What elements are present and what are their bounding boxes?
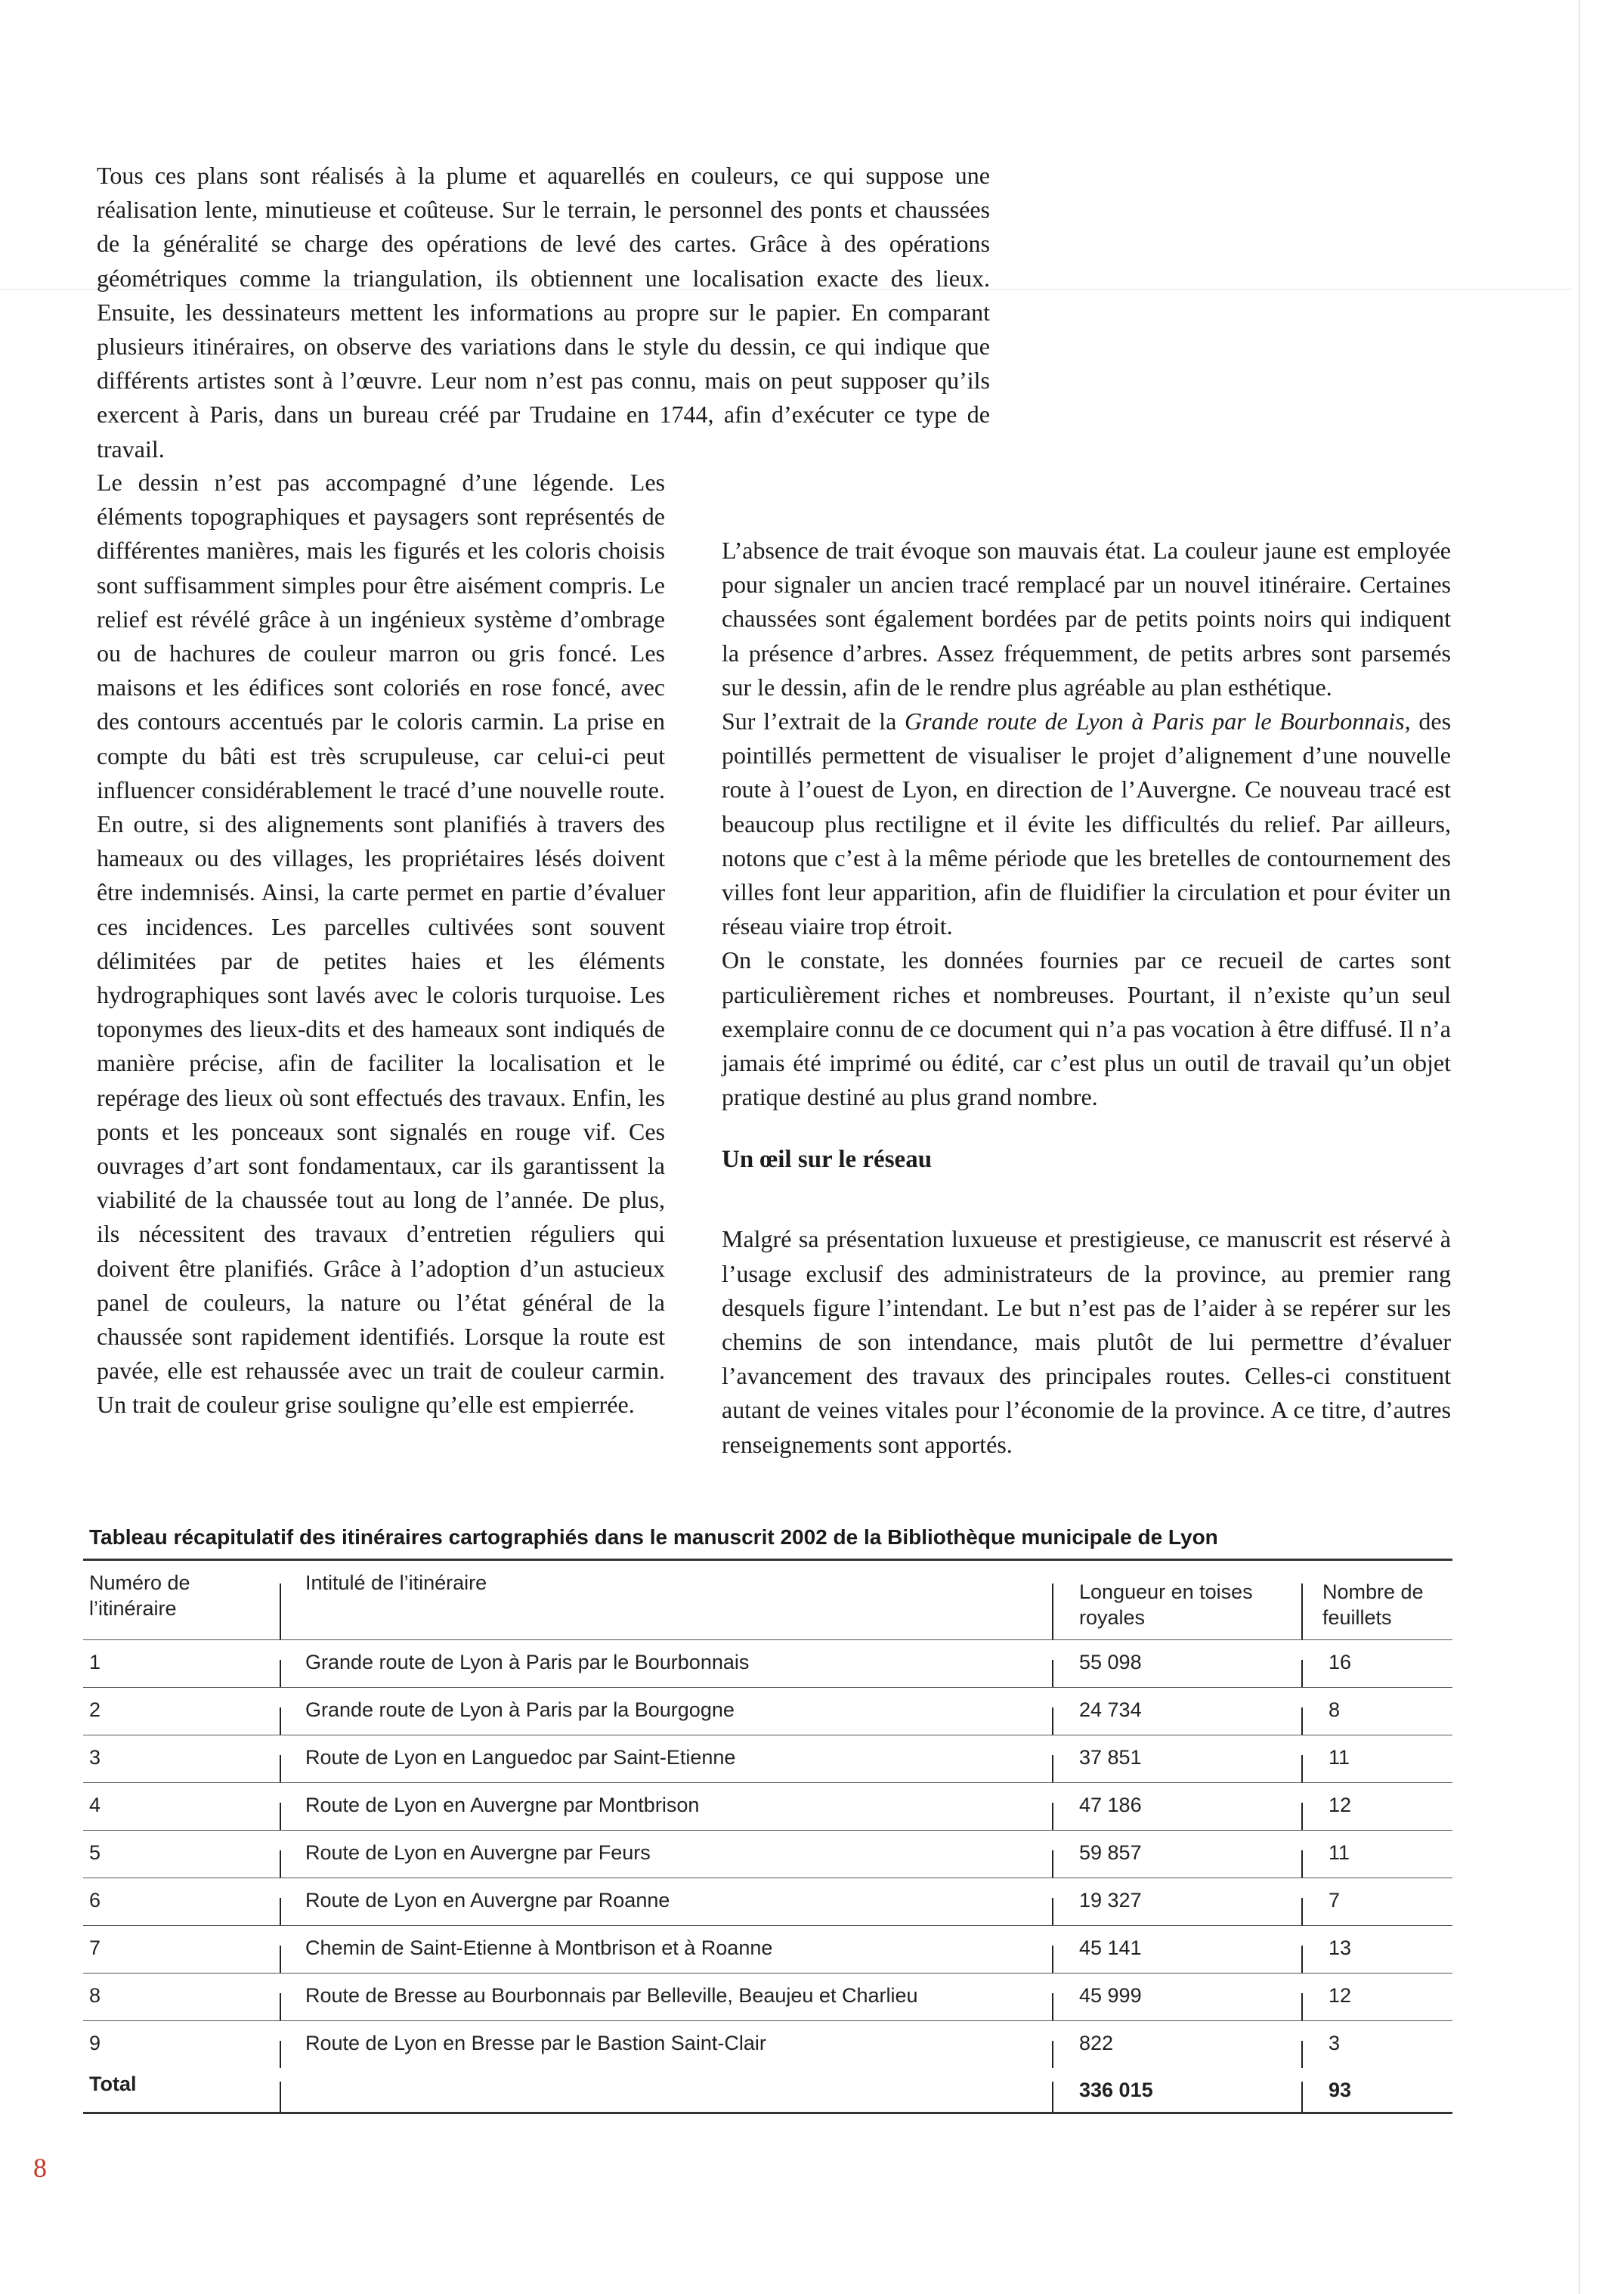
row-title-cell [280,1984,1052,2020]
row-leaves-cell [1301,1841,1452,1878]
row-num: 2 [89,1698,101,1721]
row-length: 45 999 [1079,1984,1142,2007]
row-title-cell [280,1936,1052,1973]
row-leaves: 11 [1329,1746,1350,1769]
row-leaves-cell [1301,1794,1452,1830]
row-title: Grande route de Lyon à Paris par le Bourbonnais [305,1651,750,1673]
table-row [83,1688,1452,1735]
row-length-cell [1052,1746,1301,1782]
row-length-cell [1052,1841,1301,1878]
row-title: Route de Lyon en Bresse par le Bastion Saint-Clair [305,2032,766,2054]
row-leaves: 3 [1329,2032,1341,2054]
row-leaves: 16 [1329,1651,1352,1673]
right-paragraph-4: Malgré sa présentation luxueuse et prestigieuse, ce manuscrit est réservé à l’usage exclusif des administrateurs de la province, au premier rang desquels figure l’intendant. Le but n’est pas de l’aider à se repérer sur les chemins de son intendance, mais plutôt de lui permettre d’évaluer l’avancement des travaux des principales routes. Celles-ci constituent autant de veines vitales pour l’économie de la province. A ce titre, d’autres renseignements sont apportés. [722,1225,1451,1458]
table-row [83,1640,1452,1688]
row-length: 45 141 [1079,1936,1142,1959]
row-title: Grande route de Lyon à Paris par la Bourgogne [305,1698,735,1721]
row-num: 6 [89,1889,101,1912]
intro-text [97,159,990,466]
left-column [97,466,665,1423]
header-leaves-label: Nombre de feuillets [1322,1580,1424,1629]
row-num: 3 [89,1746,101,1769]
row-length-cell [1052,1936,1301,1973]
section-heading: Un œil sur le réseau [722,1146,933,1174]
header-num: Numéro de l’itinéraire [89,1571,190,1620]
total-length-value: 336 015 [1079,2079,1153,2101]
row-title: Route de Lyon en Languedoc par Saint-Etienne [305,1746,736,1769]
right-paragraph-3: On le constate, les données fournies par ce recueil de cartes sont particulièrement riches et nombreuses. Pourtant, il n’existe qu’un seul exemplaire connu de ce document qui n’a pas vocation à être diffusé. Il n’a jamais été imprimé ou édité, car c’est plus un outil de travail qu’un objet pratique destiné au plus grand nombre. [722,946,1451,1111]
row-leaves: 11 [1329,1841,1350,1864]
table-caption: Tableau récapitulatif des itinéraires cartographiés dans le manuscrit 2002 de la Bibliothèque municipale de Lyon [89,1525,1218,1549]
total-label: Total [89,2073,137,2095]
right-paragraph-2-rest: des pointillés permettent de visualiser le projet d’alignement d’une nouvelle route à l’ouest de Lyon, en direction de l’Auvergne. Ce nouveau tracé est beaucoup plus rectiligne et il évite les difficultés du relief. Par ailleurs, notons que c’est à la même période que les bretelles de contournement des villes font leur apparition, afin de fluidifier la circulation et pour éviter un réseau viaire trop étroit. [722,707,1452,940]
row-leaves-cell [1301,1698,1452,1735]
header-title [280,1571,1052,1639]
row-title: Route de Bresse au Bourbonnais par Belleville, Beaujeu et Charlieu [305,1984,918,2007]
row-leaves-cell [1301,1984,1452,2020]
row-title-cell [280,1841,1052,1878]
row-title-cell [280,1794,1052,1830]
table-row [83,2021,1452,2068]
row-title-cell [280,1746,1052,1782]
row-length-cell [1052,1794,1301,1830]
row-num: 4 [89,1794,101,1816]
row-title-cell [280,1698,1052,1735]
row-length-cell [1052,1984,1301,2020]
header-length [1052,1580,1301,1639]
right-paragraph-2-start: Sur l’extrait de la [722,707,905,735]
table-row [83,1974,1452,2021]
row-length: 55 098 [1079,1651,1142,1673]
row-length: 822 [1079,2032,1114,2054]
row-length: 24 734 [1079,1698,1142,1721]
table-row [83,1831,1452,1878]
row-length: 19 327 [1079,1889,1142,1912]
row-leaves: 12 [1329,1794,1352,1816]
table-row [83,1878,1452,1926]
row-leaves: 12 [1329,1984,1352,2007]
row-leaves-cell [1301,1889,1452,1925]
header-title-label: Intitulé de l’itinéraire [305,1571,487,1594]
row-leaves: 7 [1329,1889,1341,1912]
row-leaves-cell [1301,2032,1452,2068]
row-title: Route de Lyon en Auvergne par Roanne [305,1889,670,1912]
right-paragraph-1: L’absence de trait évoque son mauvais état. La couleur jaune est employée pour signaler un ancien tracé remplacé par un nouvel itinéraire. Certaines chaussées sont également bordées par de petits points noirs qui indiquent la présence d’arbres. Assez fréquemment, de petits arbres sont parsemés sur le dessin, afin de le rendre plus agréable au plan esthétique. [722,537,1451,701]
row-leaves: 13 [1329,1936,1352,1959]
right-column [722,534,1451,1462]
row-leaves: 8 [1329,1698,1341,1721]
left-column-paragraph: Le dessin n’est pas accompagné d’une légende. Les éléments topographiques et paysagers sont représentés de différentes manières, mais les figurés et les coloris choisis sont suffisamment simples pour être aisément compris. Le relief est révélé grâce à un ingénieux système d’ombrage ou de hachures de couleur marron ou gris foncé. Les maisons et les édifices sont coloriés en rose foncé, avec des contours accentués par le coloris carmin. La prise en compte du bâti est très scrupuleuse, car celui-ci peut influencer considérablement le tracé d’une nouvelle route. En outre, si des alignements sont planifiés à travers des hameaux ou des villages, les propriétaires lésés doivent être indemnisés. Ainsi, la carte permet en partie d’évaluer ces incidences. Les parcelles cultivées sont souvent délimitées par de petites haies et les éléments hydrographiques sont lavés avec le coloris turquoise. Les toponymes des lieux-dits et des hameaux sont indiqués de manière précise, afin de faciliter la localisation et le repérage des lieux où sont effectués des travaux. Enfin, les ponts et les ponceaux sont signalés en rouge vif. Ces ouvrages d’art sont fondamentaux, car ils garantissent la viabilité de la chaussée tout au long de l’année. De plus, ils nécessitent des travaux d’entretien réguliers qui doivent être planifiés. Grâce à l’adoption d’un astucieux panel de couleurs, la nature ou l’état général de la chaussée sont rapidement identifiés. Lorsque la route est pavée, elle est rehaussée avec un trait de couleur carmin. Un trait de couleur grise souligne qu’elle est empierrée. [97,469,665,1419]
route-title-italic: Grande route de Lyon à Paris par le Bourbonnais, [905,707,1411,735]
row-num: 5 [89,1841,101,1864]
row-length: 37 851 [1079,1746,1142,1769]
row-title-cell [280,2032,1052,2068]
row-length-cell [1052,1698,1301,1735]
total-leaves-value: 93 [1329,2079,1352,2101]
row-num: 8 [89,1984,101,2007]
right-paragraph-2 [722,704,1451,943]
table-header-row [83,1561,1452,1640]
header-length-label: Longueur en toises royales [1079,1580,1253,1629]
row-leaves-cell [1301,1651,1452,1687]
total-leaves [1301,2079,1452,2112]
table-row [83,1926,1452,1974]
row-length-cell [1052,1651,1301,1687]
row-num: 1 [89,1651,101,1673]
row-title-cell [280,1889,1052,1925]
row-leaves-cell [1301,1746,1452,1782]
row-title: Route de Lyon en Auvergne par Montbrison [305,1794,700,1816]
table-body [83,1640,1452,2068]
total-title-cell [280,2082,1052,2112]
header-leaves [1301,1580,1452,1639]
summary-table [83,1559,1452,2114]
row-leaves-cell [1301,1936,1452,1973]
row-length-cell [1052,1889,1301,1925]
page-edge [1579,0,1580,2294]
row-title-cell [280,1651,1052,1687]
row-num: 7 [89,1936,101,1959]
row-length-cell [1052,2032,1301,2068]
page-number: 8 [33,2153,47,2183]
intro-paragraph: Tous ces plans sont réalisés à la plume et aquarellés en couleurs, ce qui suppose une réalisation lente, minutieuse et coûteuse. Sur le terrain, le personnel des ponts et chaussées de la généralité se charge des opérations de levé des cartes. Grâce à des opérations géométriques comme la triangulation, ils obtiennent une localisation exacte des lieux. Ensuite, les dessinateurs mettent les informations au propre sur le papier. En comparant plusieurs itinéraires, on observe des variations dans le style du dessin, ce qui indique que différents artistes sont à l’œuvre. Leur nom n’est pas connu, mais on peut supposer qu’ils exercent à Paris, dans un bureau créé par Trudaine en 1744, afin d’exécuter ce type de travail. [97,162,990,463]
row-length: 59 857 [1079,1841,1142,1864]
row-num: 9 [89,2032,101,2054]
row-title: Route de Lyon en Auvergne par Feurs [305,1841,651,1864]
table-row [83,1783,1452,1831]
row-title: Chemin de Saint-Etienne à Montbrison et à Roanne [305,1936,773,1959]
total-length [1052,2079,1301,2112]
row-length: 47 186 [1079,1794,1142,1816]
table-total-row [83,2068,1452,2112]
table-row [83,1735,1452,1783]
